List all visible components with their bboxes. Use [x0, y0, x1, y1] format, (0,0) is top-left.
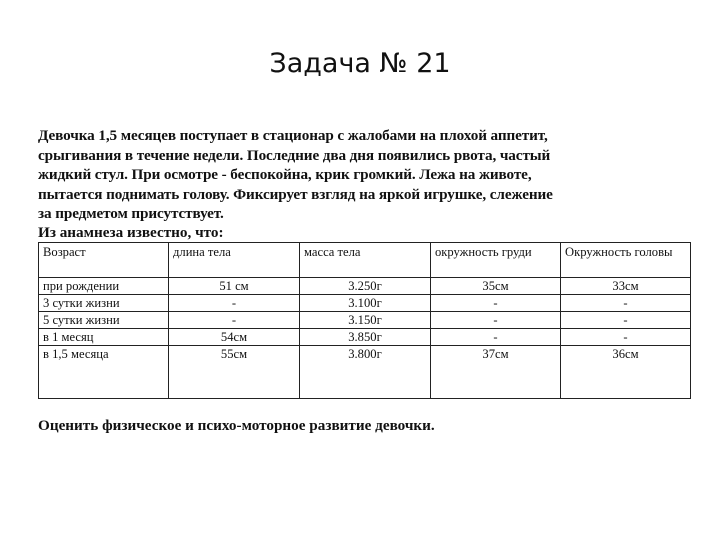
- table-cell: 3.800г: [300, 345, 431, 398]
- header-body-length: длина тела: [169, 242, 300, 277]
- task-text-block: [38, 126, 690, 435]
- table-cell: 37см: [431, 345, 561, 398]
- table-cell: в 1,5 месяца: [39, 345, 169, 398]
- table-row: [39, 294, 691, 311]
- table-cell: 5 сутки жизни: [39, 311, 169, 328]
- table-cell: 36см: [561, 345, 691, 398]
- case-description-line: Девочка 1,5 месяцев поступает в стационар с жалобами на плохой аппетит,: [38, 127, 548, 144]
- table-cell: 3.100г: [300, 294, 431, 311]
- table-cell: 35см: [431, 277, 561, 294]
- table-row: [39, 311, 691, 328]
- table-cell: 51 см: [169, 277, 300, 294]
- table-cell: -: [561, 311, 691, 328]
- header-age: Возраст: [39, 242, 169, 277]
- header-body-mass: масса тела: [300, 242, 431, 277]
- table-cell: -: [561, 328, 691, 345]
- table-cell: -: [169, 294, 300, 311]
- table-cell: при рождении: [39, 277, 169, 294]
- table-cell: 3 сутки жизни: [39, 294, 169, 311]
- case-description-line: жидкий стул. При осмотре - беспокойна, крик громкий. Лежа на животе,: [38, 166, 532, 184]
- anamnesis-intro: Из анамнеза известно, что:: [38, 223, 224, 241]
- table-row: [39, 277, 691, 294]
- table-cell: 55см: [169, 345, 300, 398]
- task-question: Оценить физическое и психо-моторное развитие девочки.: [38, 416, 435, 434]
- table-cell: 33см: [561, 277, 691, 294]
- table-cell: 3.850г: [300, 328, 431, 345]
- table-cell: -: [431, 311, 561, 328]
- table-header-row: [39, 242, 691, 277]
- table-cell: в 1 месяц: [39, 328, 169, 345]
- case-description-line: срыгивания в течение недели. Последние два дня появились рвота, частый: [38, 146, 551, 164]
- table-row: [39, 328, 691, 345]
- case-description-line: за предметом присутствует.: [38, 205, 224, 223]
- table-cell: 3.150г: [300, 311, 431, 328]
- table-cell: -: [431, 328, 561, 345]
- table-cell: 3.250г: [300, 277, 431, 294]
- table-cell: -: [431, 294, 561, 311]
- table-row: [39, 345, 691, 398]
- slide-title: Задача № 21: [269, 48, 451, 79]
- table-cell: -: [169, 311, 300, 328]
- header-chest-circumference: окружность груди: [431, 242, 561, 277]
- header-head-circumference: Окружность головы: [561, 242, 691, 277]
- table-cell: 54см: [169, 328, 300, 345]
- case-description: [38, 126, 690, 224]
- case-description-line: пытается поднимать голову. Фиксирует взгляд на яркой игрушке, слежение: [38, 185, 553, 203]
- table-cell: -: [561, 294, 691, 311]
- growth-table: [38, 242, 691, 399]
